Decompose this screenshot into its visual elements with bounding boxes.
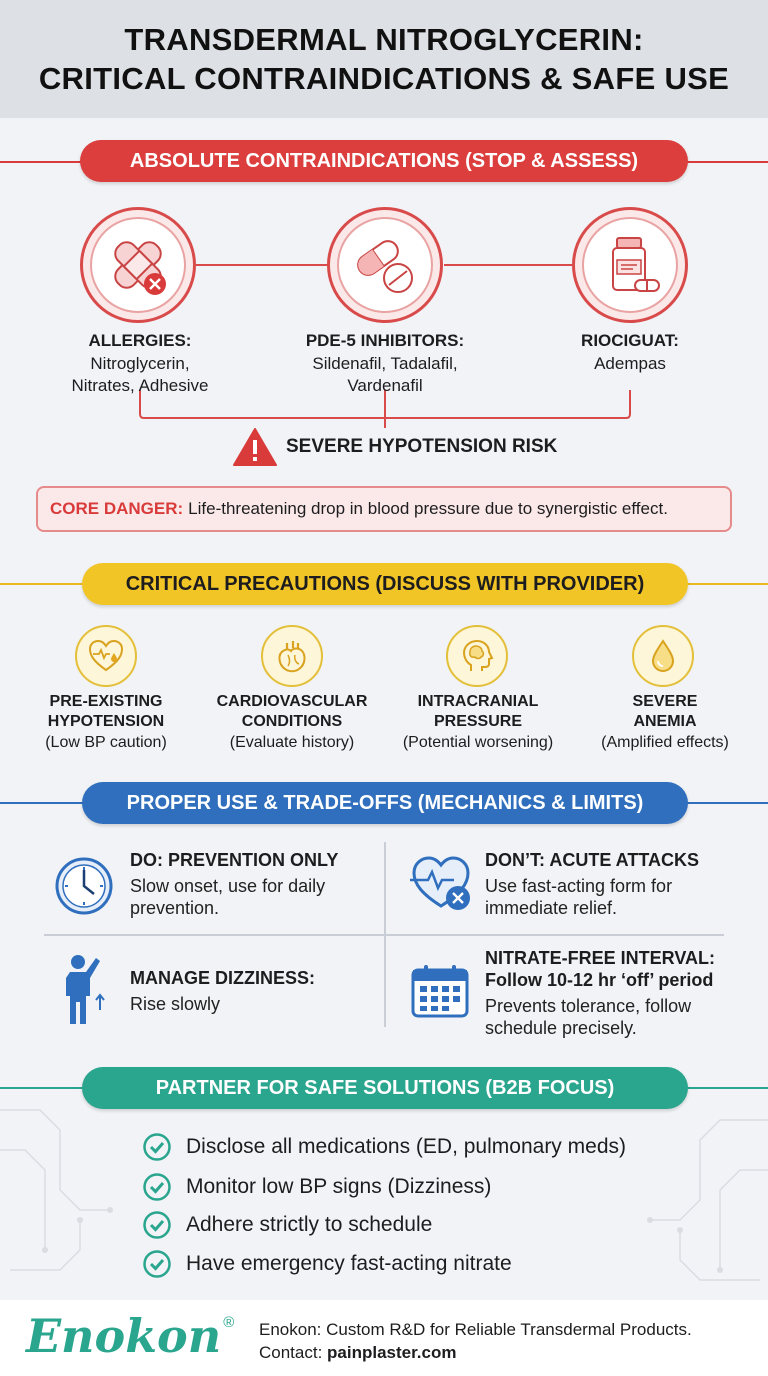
check-circle-icon bbox=[142, 1210, 172, 1240]
checklist-item bbox=[142, 1130, 626, 1164]
standing-person-icon bbox=[62, 952, 108, 1028]
core-danger-text: Life-threatening drop in blood pressure due to synergistic effect. bbox=[188, 499, 668, 518]
checklist-item bbox=[142, 1247, 512, 1281]
precaution-hypotension: PRE-EXISTING HYPOTENSION (Low BP caution) bbox=[45, 693, 167, 751]
manage-dizziness: MANAGE DIZZINESS: Rise slowly bbox=[130, 968, 316, 1014]
dont-acute-attacks: DON’T: ACUTE ATTACKS Use fast-acting form for immediate relief. bbox=[485, 850, 699, 918]
heart-ecg-icon bbox=[408, 850, 474, 914]
checklist-text: Have emergency fast-acting nitrate bbox=[186, 1252, 512, 1275]
checklist-text: Monitor low BP signs (Dizziness) bbox=[186, 1175, 492, 1198]
pde5-circle bbox=[327, 207, 443, 323]
core-danger-label: CORE DANGER: bbox=[50, 499, 184, 518]
intracranial-circle bbox=[446, 625, 508, 687]
anemia-circle bbox=[632, 625, 694, 687]
nitrate-free-interval: NITRATE-FREE INTERVAL: Follow 10-12 hr ‘off’ period Prevents tolerance, follow schedule precisely. bbox=[485, 948, 715, 1038]
page-title-line1: TRANSDERMAL NITROGLYCERIN: bbox=[124, 22, 644, 57]
risk-text: SEVERE HYPOTENSION RISK bbox=[286, 436, 558, 457]
footer-tagline: Enokon: Custom R&D for Reliable Transdermal Products. bbox=[259, 1320, 692, 1339]
page-header bbox=[0, 0, 768, 118]
page-title-line2: CRITICAL CONTRAINDICATIONS & SAFE USE bbox=[38, 61, 730, 96]
precaution-anemia: SEVERE ANEMIA (Amplified effects) bbox=[601, 693, 729, 751]
check-circle-icon bbox=[142, 1132, 172, 1162]
cardiovascular-circle bbox=[261, 625, 323, 687]
check-circle-icon bbox=[142, 1172, 172, 1202]
core-danger-box bbox=[36, 486, 732, 532]
allergy-circle bbox=[80, 207, 196, 323]
do-prevention: DO: PREVENTION ONLY Slow onset, use for daily prevention. bbox=[130, 850, 339, 918]
contact-label: Contact: bbox=[259, 1343, 323, 1362]
checklist-item bbox=[142, 1208, 432, 1242]
precautions-heading: CRITICAL PRECAUTIONS (DISCUSS WITH PROVIDER) bbox=[82, 563, 688, 605]
riociguat-label: RIOCIGUAT: Adempas bbox=[581, 331, 679, 373]
proper-use-heading: PROPER USE & TRADE-OFFS (MECHANICS & LIMITS) bbox=[82, 782, 688, 824]
grid-divider-horizontal bbox=[44, 934, 724, 936]
blood-drop-icon bbox=[644, 637, 682, 675]
warning-icon bbox=[232, 427, 278, 467]
bandage-icon bbox=[103, 230, 173, 300]
checklist-text: Adhere strictly to schedule bbox=[186, 1213, 433, 1236]
medicine-bottle-icon bbox=[595, 230, 665, 300]
clock-icon bbox=[52, 856, 116, 916]
checklist-item bbox=[142, 1170, 491, 1204]
head-brain-icon bbox=[458, 637, 496, 675]
absolute-contraindications-heading: ABSOLUTE CONTRAINDICATIONS (STOP & ASSESS) bbox=[80, 140, 688, 182]
pills-icon bbox=[350, 230, 420, 300]
footer-text bbox=[259, 1318, 692, 1364]
riociguat-circle bbox=[572, 207, 688, 323]
enokon-logo bbox=[26, 1308, 234, 1364]
heart-drop-icon bbox=[87, 637, 125, 675]
logo-text: Enokon bbox=[26, 1309, 222, 1363]
checklist-text: Disclose all medications (ED, pulmonary meds) bbox=[186, 1135, 626, 1158]
contact-link[interactable]: painplaster.com bbox=[327, 1343, 457, 1362]
registered-mark: ® bbox=[223, 1314, 235, 1331]
anatomical-heart-icon bbox=[273, 637, 311, 675]
calendar-icon bbox=[410, 962, 470, 1020]
precaution-intracranial: INTRACRANIAL PRESSURE (Potential worsening) bbox=[402, 693, 554, 751]
hypotension-risk bbox=[232, 427, 557, 467]
precaution-cardiovascular: CARDIOVASCULAR CONDITIONS (Evaluate history) bbox=[216, 693, 368, 751]
pde5-label: PDE-5 INHIBITORS: Sildenafil, Tadalafil, Vardenafil bbox=[305, 331, 465, 395]
check-circle-icon bbox=[142, 1249, 172, 1279]
partner-heading: PARTNER FOR SAFE SOLUTIONS (B2B FOCUS) bbox=[82, 1067, 688, 1109]
footer bbox=[0, 1300, 768, 1376]
hypotension-circle bbox=[75, 625, 137, 687]
allergy-label: ALLERGIES: Nitroglycerin, Nitrates, Adhesive bbox=[71, 331, 209, 395]
